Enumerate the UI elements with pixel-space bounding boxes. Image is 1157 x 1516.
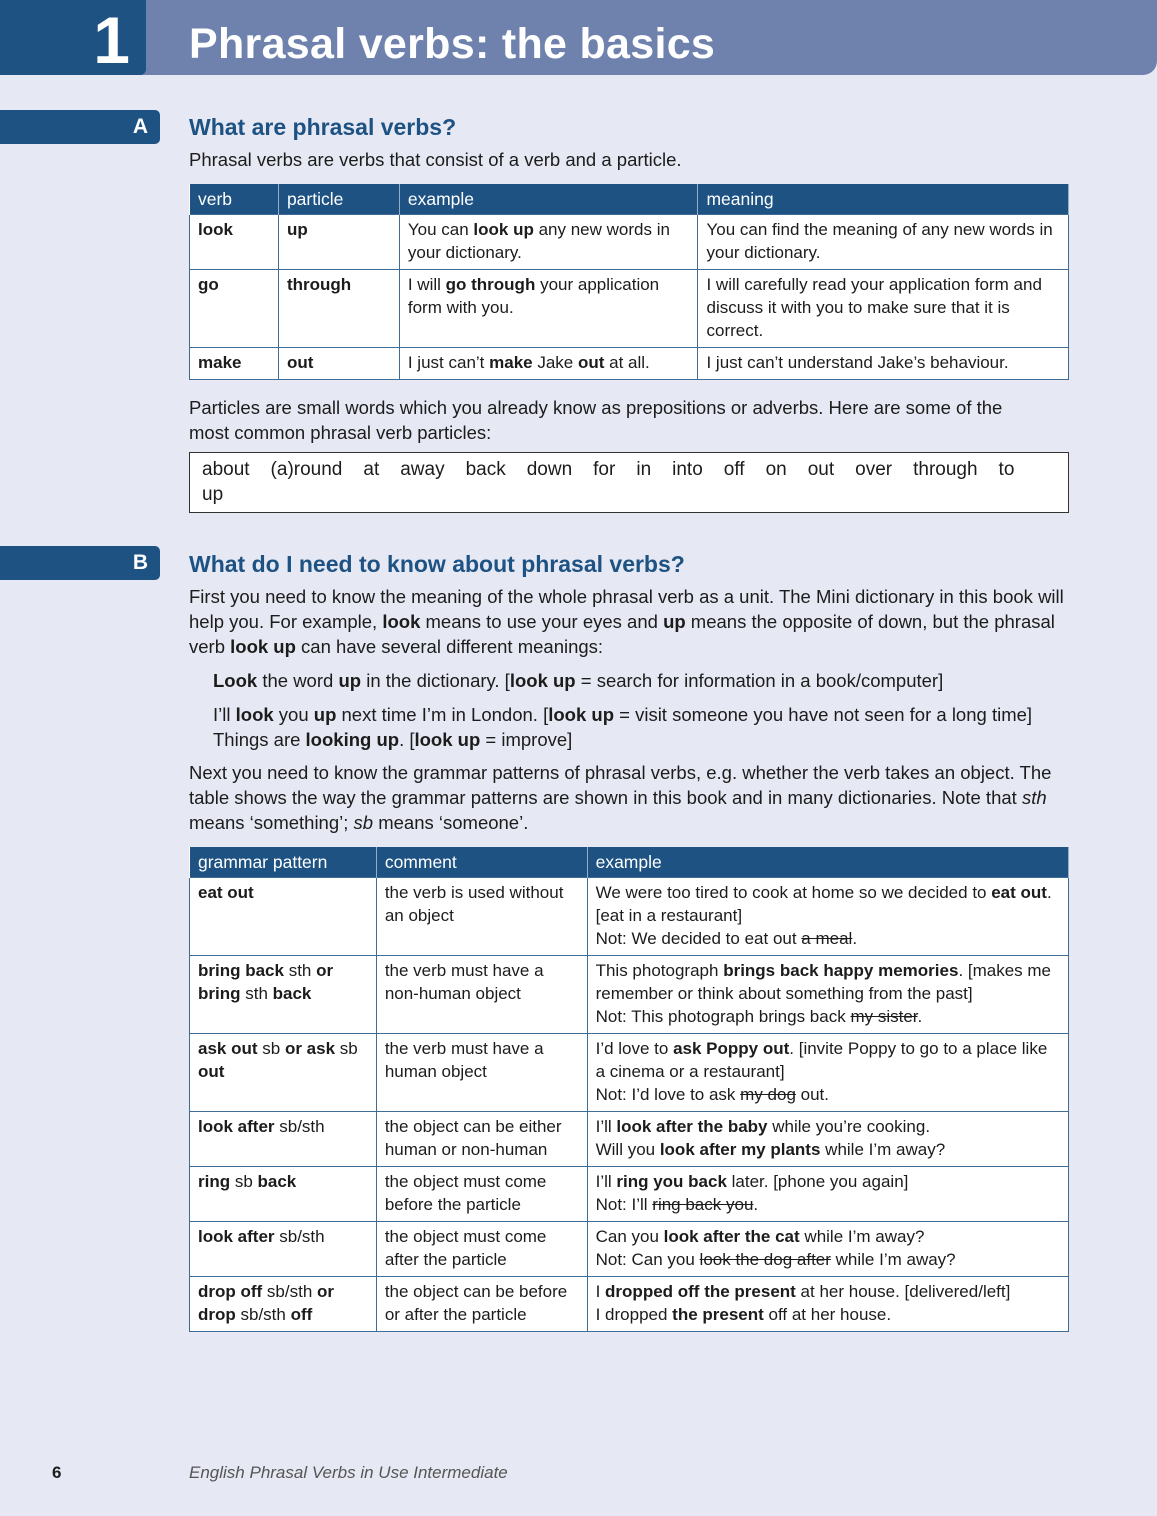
text-run: Not: Can you [595,1250,700,1269]
text-run: means ‘something’; [189,812,354,833]
text-run: I’ll [595,1117,617,1136]
text-run: ask [306,1039,336,1058]
text-run: next time I’m in London. [ [336,704,549,725]
particle-word: back [465,459,506,480]
text-run: I dropped [595,1305,673,1324]
particle-word: on [765,459,787,480]
particle-word: into [672,459,703,480]
cell-line [596,1248,1060,1271]
table-header-row [190,847,1069,878]
example-cell [399,215,698,270]
section-a-intro: Phrasal verbs are verbs that consist of a verb and a particle. [189,149,682,170]
particle-word: through [913,459,978,480]
verb-cell: make [190,348,279,380]
table-row [190,956,1069,1034]
text-run: the present [672,1305,764,1324]
example-cell [587,1112,1068,1167]
text-run: . [makes me remember or think about something from the past] [595,961,1052,1003]
text-run: or bring [198,961,334,1003]
table-row [190,270,1069,348]
text-run: while I’m away? [830,1250,956,1269]
text-run: Can you [595,1227,664,1246]
text-run: in the dictionary. [ [361,670,510,691]
text-run: look after [198,1227,275,1246]
section-b-paragraph-2 [189,760,1069,835]
text-run: Things are [213,729,306,750]
text-run: sb/sth [235,1305,291,1324]
column-header: example [399,184,698,215]
text-run: = improve] [480,729,573,750]
example-cell [399,270,698,348]
particle-word: up [202,484,224,505]
text-run: sb/sth [274,1227,325,1246]
text-run: I [595,1282,606,1301]
text-run: look up [548,704,614,725]
text-run: any new words in your dictionary. [407,220,670,262]
text-run: look up [509,670,576,691]
cell-line [596,1115,1060,1138]
text-run: eat out [991,883,1047,902]
particles-box [189,452,1069,513]
text-run: This photograph [595,961,724,980]
text-run: eat out [198,883,254,902]
example-sentence [213,702,1083,727]
example-sentence [213,668,1083,693]
particle-cell: out [278,348,399,380]
unit-number: 1 [0,0,146,75]
cell-line [198,1115,368,1138]
particle-word: for [593,459,616,480]
particle-word: (a)round [270,459,343,480]
text-run: while I’m away? [799,1227,925,1246]
cell-line [596,1225,1060,1248]
meaning-cell: You can find the meaning of any new words in your dictionary. [698,215,1069,270]
grammar-pattern-cell [190,878,377,956]
text-run: make [489,353,533,372]
cell-line [596,881,1060,927]
page-number: 6 [52,1463,62,1482]
text-run: ring you back [616,1172,727,1191]
comment-cell: the object must come before the particle [376,1167,587,1222]
text-run: brings back happy memories [723,961,959,980]
text-run: look [235,704,274,725]
cell-line [596,1138,1060,1161]
text-run: sb [353,812,374,833]
column-header: comment [376,847,587,878]
cell-line [596,1303,1060,1326]
text-run: drop off [198,1282,263,1301]
text-run: your application form with you. [407,275,660,317]
text-run: Not: I’d love to ask [595,1085,741,1104]
example-cell [587,956,1068,1034]
comment-cell: the verb must have a human object [376,1034,587,1112]
text-run: out [577,353,605,372]
grammar-pattern-cell [190,1222,377,1277]
particles-intro: Particles are small words which you already know as prepositions or adverbs. Here are some of the most common phrasal verb particles: [189,397,1003,443]
grammar-pattern-cell [190,1277,377,1332]
struck-text: my dog [740,1085,796,1104]
text-run: I’d love to [595,1039,674,1058]
text-run: sth [283,961,317,980]
text-run: Not: We decided to eat out [595,929,802,948]
table-row [190,1277,1069,1332]
comment-cell: the verb must have a non-human object [376,956,587,1034]
section-a-tab: A [0,110,160,144]
text-run: looking up [305,729,400,750]
particle-word: out [807,459,835,480]
cell-line [596,1280,1060,1303]
particle-cell: through [278,270,399,348]
text-run: ask out [198,1039,258,1058]
text-run: . [852,929,858,948]
text-run: out [198,1062,225,1081]
text-run: at her house. [delivered/left] [795,1282,1011,1301]
particle-word: about [202,459,250,480]
cell-line [198,881,368,904]
text-run: = visit someone you have not seen for a long time] [614,704,1033,725]
text-run: Will you [595,1140,660,1159]
table-row [190,1167,1069,1222]
text-run: Next you need to know the grammar patterns of phrasal verbs, e.g. whether the verb takes an object. The table shows the way the grammar patterns are shown in this book and in many dictionaries. Note that [189,762,1052,808]
particle-word: in [636,459,652,480]
section-b-title: What do I need to know about phrasal verbs? [189,551,685,577]
comment-cell: the verb is used without an object [376,878,587,956]
cell-line [596,927,1060,950]
example-cell [587,1167,1068,1222]
example-cell [587,1034,1068,1112]
text-run: look up [414,729,481,750]
cell-line [198,1170,368,1193]
text-run: . [ [399,729,415,750]
text-run: sth [1021,787,1047,808]
comment-cell: the object can be before or after the particle [376,1277,587,1332]
particle-word: down [526,459,573,480]
cell-line [198,959,368,1005]
text-run: I’ll [213,704,236,725]
cell-line [596,1170,1060,1193]
cell-line [198,1280,368,1326]
text-run: We were too tired to cook at home so we decided to [595,883,992,902]
text-run: or drop [198,1282,335,1324]
text-run: You can [407,220,474,239]
table-row [190,1112,1069,1167]
text-run: Look [213,670,258,691]
struck-text: look the dog after [699,1250,831,1269]
struck-text: a meal [801,929,853,948]
cell-line [596,1005,1060,1028]
page-title: Phrasal verbs: the basics [189,20,716,68]
text-run: ask Poppy out [673,1039,790,1058]
section-a-title: What are phrasal verbs? [189,114,457,140]
text-run: dropped off the present [605,1282,796,1301]
text-run: means the opposite of down, but the phrasal verb [189,611,1055,657]
particle-word: off [723,459,745,480]
example-cell [587,1277,1068,1332]
text-run: sb/sth [262,1282,318,1301]
text-run: up [338,670,362,691]
text-run: the word [257,670,339,691]
table-row [190,878,1069,956]
text-run: First you need to know the meaning of the whole phrasal verb as a unit. The Mini dictionary in this book will help you. For example, [189,586,1064,632]
particle-word: away [400,459,445,480]
text-run: look after [198,1117,275,1136]
example-sentence [213,727,1083,752]
text-run: out. [795,1085,830,1104]
column-header: particle [278,184,399,215]
text-run: . [753,1195,759,1214]
book-title: English Phrasal Verbs in Use Intermediate [189,1463,508,1482]
text-run: later. [phone you again] [726,1172,909,1191]
cell-line [596,1083,1060,1106]
verb-particle-table [189,184,1069,380]
text-run: look [382,611,421,632]
particle-word: to [998,459,1015,480]
text-run: look after the cat [663,1227,800,1246]
verb-cell: go [190,270,279,348]
text-run: or [284,1039,302,1058]
text-run: sth [240,984,273,1003]
section-b-paragraph-1 [189,584,1069,659]
text-run: . [917,1007,923,1026]
text-run: I’ll [595,1172,617,1191]
text-run: can have several different meanings: [295,636,604,657]
text-run: sb [335,1039,358,1058]
grammar-pattern-cell [190,1112,377,1167]
table-row [190,1222,1069,1277]
column-header: grammar pattern [190,847,377,878]
text-run: Not: This photograph brings back [595,1007,851,1026]
grammar-pattern-cell [190,1167,377,1222]
particle-word: over [855,459,893,480]
text-run: I just can’t [407,353,490,372]
table-row [190,348,1069,380]
comment-cell: the object can be either human or non-human [376,1112,587,1167]
cell-line [596,959,1060,1005]
text-run: ring [198,1172,231,1191]
grammar-pattern-table [189,847,1069,1332]
cell-line [198,1225,368,1248]
text-run: you [273,704,314,725]
text-run: up [663,611,686,632]
grammar-pattern-cell [190,956,377,1034]
text-run: off [290,1305,313,1324]
section-b-tab: B [0,546,160,580]
text-run: = search for information in a book/computer] [575,670,944,691]
meaning-cell: I will carefully read your application form and discuss it with you to make sure that it is correct. [698,270,1069,348]
text-run: bring back [198,961,284,980]
text-run: look after the baby [616,1117,768,1136]
text-run: . [eat in a restaurant] [595,883,1052,925]
text-run: off at her house. [763,1305,892,1324]
text-run: while I’m away? [820,1140,946,1159]
text-run: go through [445,275,536,294]
text-run: Jake [532,353,578,372]
text-run: up [313,704,337,725]
example-cell [399,348,698,380]
text-run: means ‘someone’. [373,812,529,833]
struck-text: my sister [850,1007,918,1026]
particle-word: at [363,459,380,480]
example-cell [587,1222,1068,1277]
text-run: while you’re cooking. [767,1117,931,1136]
grammar-pattern-cell [190,1034,377,1112]
cell-line [198,1037,368,1083]
column-header: verb [190,184,279,215]
table-row [190,1034,1069,1112]
text-run: sb/sth [274,1117,325,1136]
table-header-row [190,184,1069,215]
text-run: sb [230,1172,258,1191]
text-run: sb [257,1039,285,1058]
text-run: back [272,984,312,1003]
column-header: meaning [698,184,1069,215]
text-run: look up [473,220,534,239]
text-run: look after my plants [659,1140,821,1159]
cell-line [596,1037,1060,1083]
text-run: back [257,1172,297,1191]
text-run: look up [230,636,296,657]
text-run: at all. [604,353,650,372]
comment-cell: the object must come after the particle [376,1222,587,1277]
example-cell [587,878,1068,956]
verb-cell: look [190,215,279,270]
meaning-cell: I just can’t understand Jake’s behaviour. [698,348,1069,380]
table-row [190,215,1069,270]
text-run: . [invite Poppy to go to a place like a cinema or a restaurant] [595,1039,1048,1081]
struck-text: ring back you [652,1195,754,1214]
particle-cell: up [278,215,399,270]
text-run: means to use your eyes and [420,611,664,632]
column-header: example [587,847,1068,878]
text-run: I will [407,275,446,294]
text-run: Not: I’ll [595,1195,653,1214]
cell-line [596,1193,1060,1216]
